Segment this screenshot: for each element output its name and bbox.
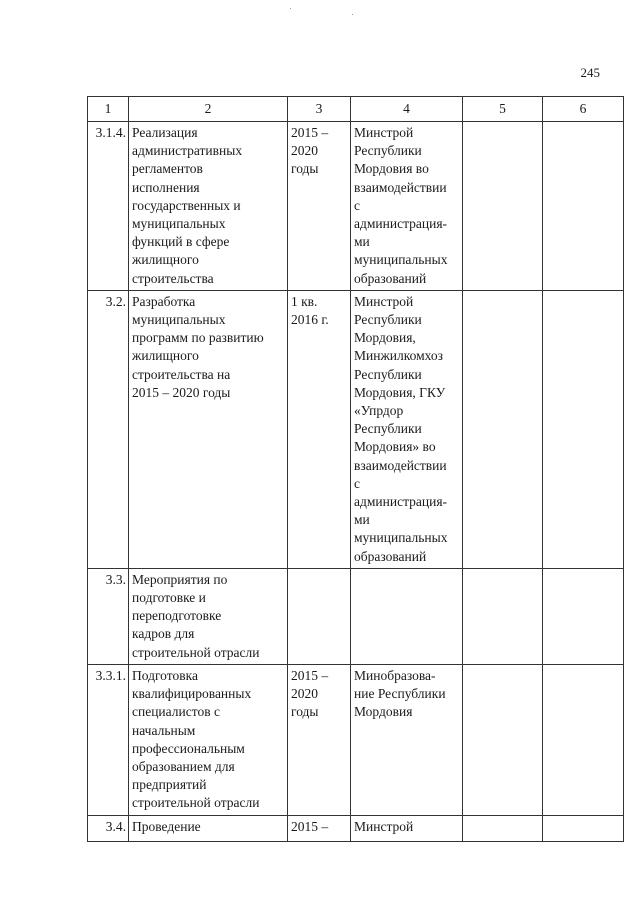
header-cell-4: 4 xyxy=(351,97,463,122)
column-6-cell xyxy=(543,815,624,841)
row-number-cell: 3.3. xyxy=(88,568,129,664)
term-cell xyxy=(288,568,351,664)
column-5-cell xyxy=(463,815,543,841)
column-6-cell xyxy=(543,568,624,664)
page-number: 245 xyxy=(580,65,600,80)
table-row xyxy=(88,568,624,664)
scan-speck xyxy=(352,14,353,15)
term-cell: 2015 – 2020 годы xyxy=(288,122,351,291)
header-cell-2: 2 xyxy=(129,97,288,122)
activities-table xyxy=(87,96,624,842)
term-cell: 2015 – xyxy=(288,815,351,841)
table-row xyxy=(88,290,624,568)
header-cell-6: 6 xyxy=(543,97,624,122)
activity-name-cell: Подготовка квалифицированных специалистов с начальным профессиональным образованием для предприятий строительной отрасли xyxy=(129,664,288,815)
column-6-cell xyxy=(543,664,624,815)
table-row xyxy=(88,664,624,815)
row-number-cell: 3.2. xyxy=(88,290,129,568)
executor-cell: Минстрой Республики Мордовия во взаимодействии с администрация- ми муниципальных образований xyxy=(351,122,463,291)
term-cell: 2015 – 2020 годы xyxy=(288,664,351,815)
executor-cell: Минобразова- ние Республики Мордовия xyxy=(351,664,463,815)
table-row xyxy=(88,122,624,291)
table-header-row xyxy=(88,97,624,122)
executor-cell: Минстрой Республики Мордовия, Минжилкомхоз Республики Мордовия, ГКУ «Упрдор Республики Мордовия» во взаимодействии с администрация- ми муниципальных образований xyxy=(351,290,463,568)
executor-cell xyxy=(351,568,463,664)
activity-name-cell: Реализация административных регламентов исполнения государственных и муниципальных функций в сфере жилищного строительства xyxy=(129,122,288,291)
row-number-cell: 3.1.4. xyxy=(88,122,129,291)
column-6-cell xyxy=(543,290,624,568)
header-cell-3: 3 xyxy=(288,97,351,122)
column-5-cell xyxy=(463,568,543,664)
column-5-cell xyxy=(463,664,543,815)
table-row xyxy=(88,815,624,841)
row-number-cell: 3.4. xyxy=(88,815,129,841)
activity-name-cell: Разработка муниципальных программ по развитию жилищного строительства на 2015 – 2020 годы xyxy=(129,290,288,568)
activity-name-cell: Проведение xyxy=(129,815,288,841)
header-cell-5: 5 xyxy=(463,97,543,122)
scan-speck xyxy=(290,8,291,9)
executor-cell: Минстрой xyxy=(351,815,463,841)
header-cell-1: 1 xyxy=(88,97,129,122)
column-5-cell xyxy=(463,290,543,568)
column-5-cell xyxy=(463,122,543,291)
activity-name-cell: Мероприятия по подготовке и переподготовке кадров для строительной отрасли xyxy=(129,568,288,664)
row-number-cell: 3.3.1. xyxy=(88,664,129,815)
column-6-cell xyxy=(543,122,624,291)
term-cell: 1 кв. 2016 г. xyxy=(288,290,351,568)
